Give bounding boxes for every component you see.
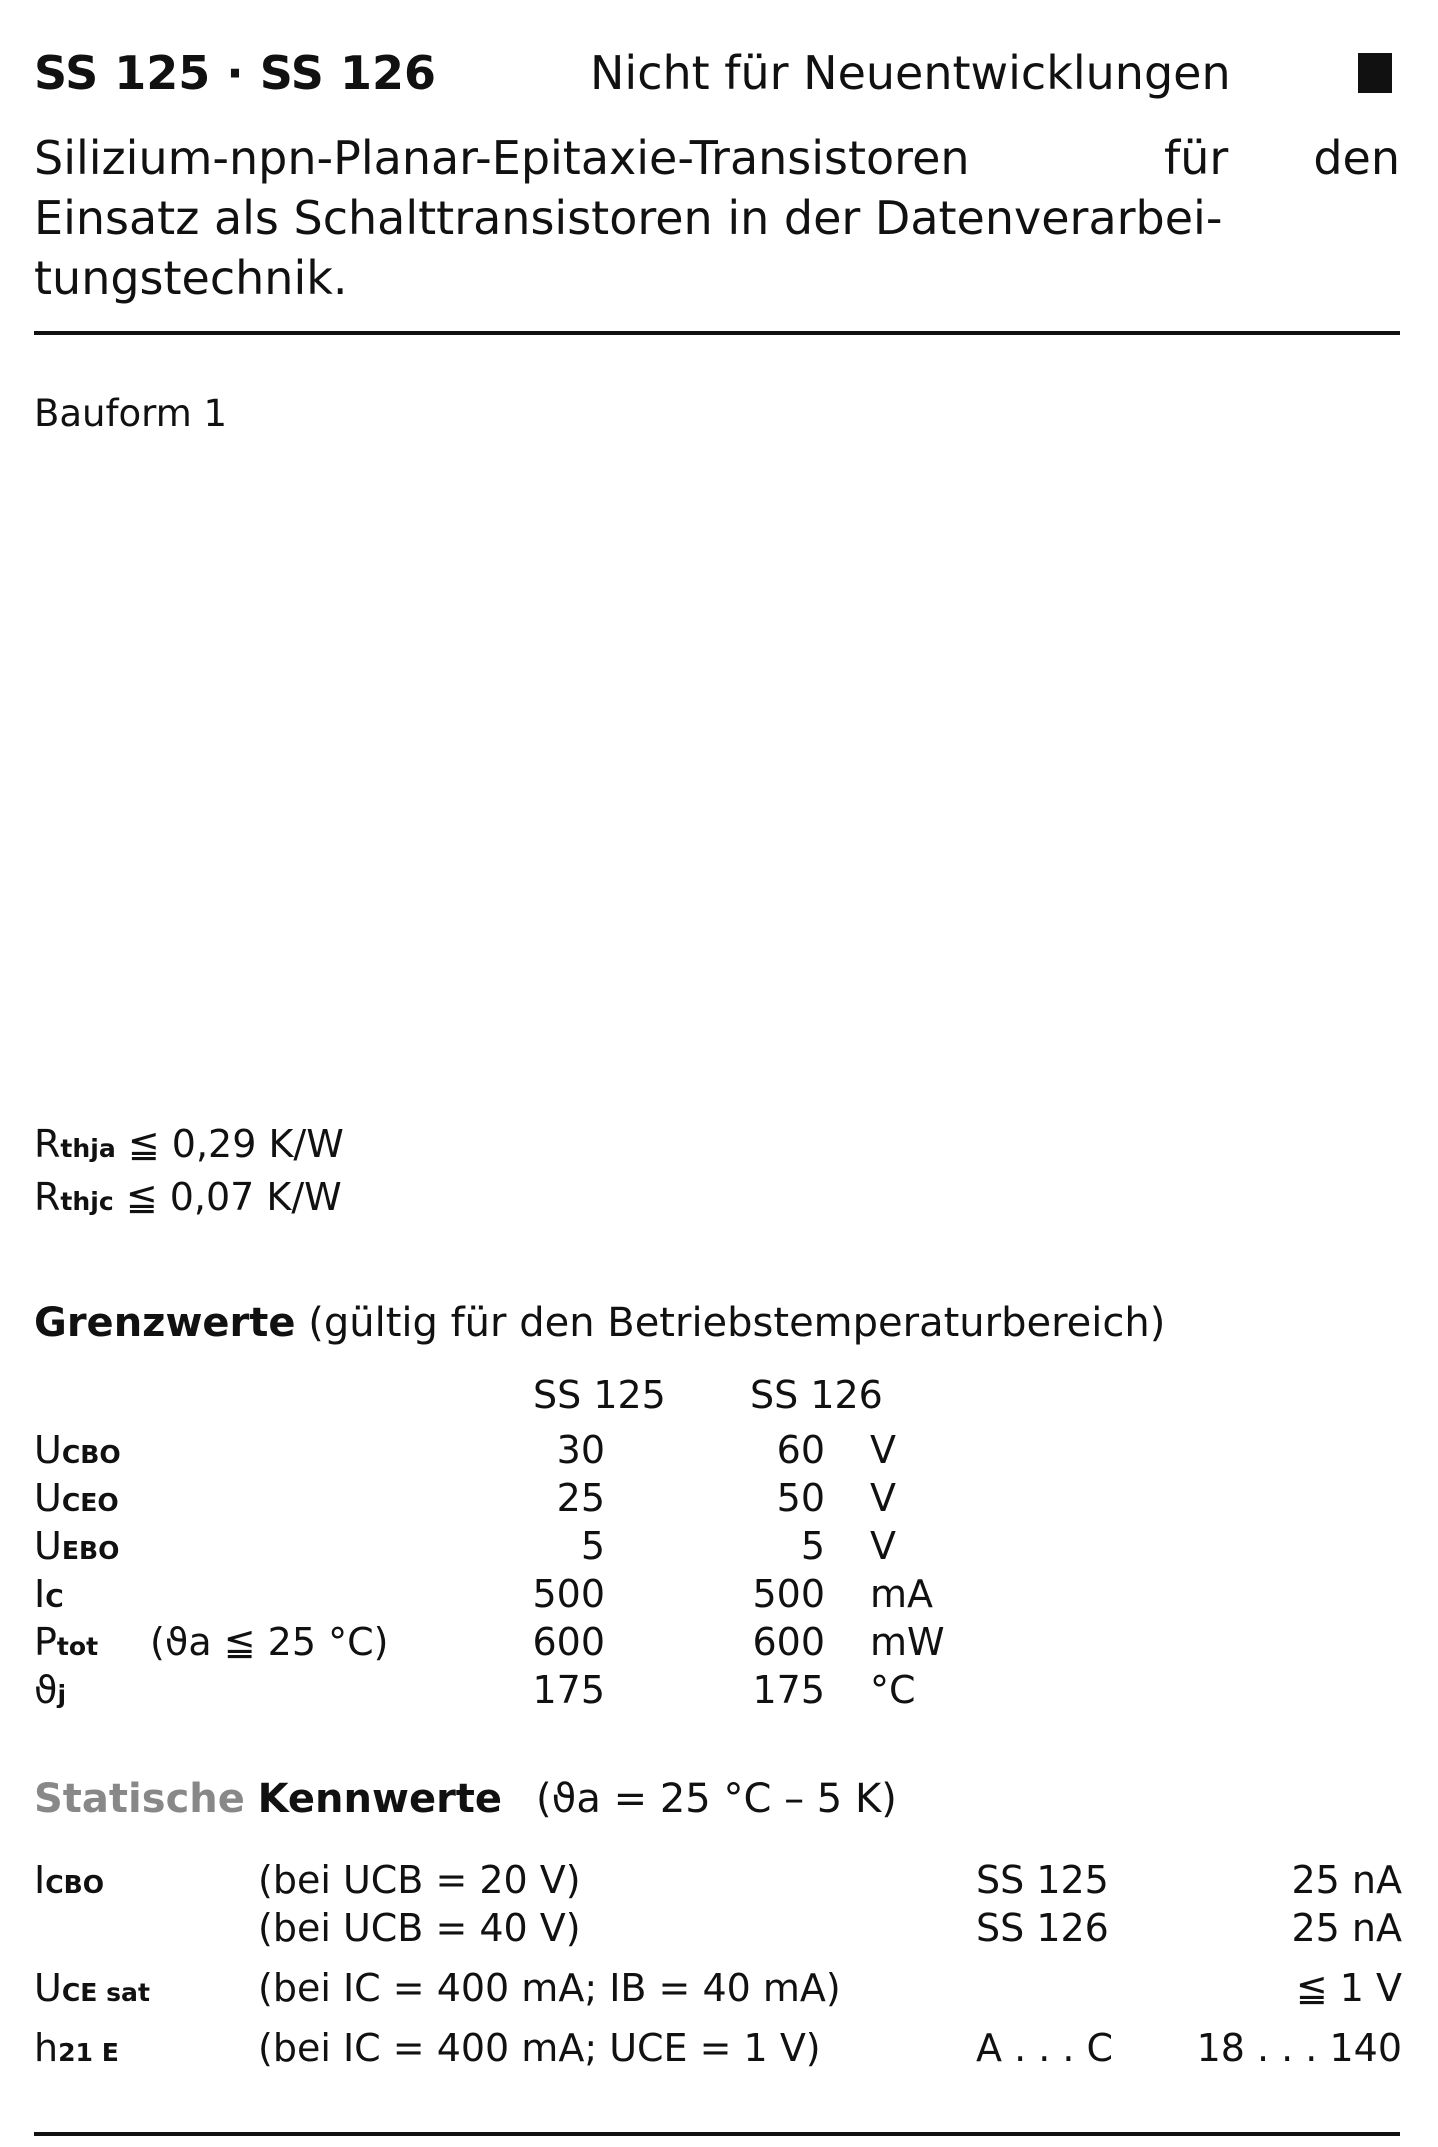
status-note: Nicht für Neuentwicklungen: [590, 46, 1231, 100]
static-heading: [34, 1776, 502, 1822]
limits-value-ss126: 500: [752, 1572, 825, 1616]
thermal-subscript: thja: [60, 1134, 116, 1163]
intro-word-fur: für: [1164, 131, 1229, 185]
limits-unit: V: [870, 1476, 896, 1520]
param-symbol: I: [34, 1572, 46, 1616]
limits-value-ss126: 5: [800, 1524, 825, 1568]
datasheet-title: SS 125 · SS 126: [34, 46, 436, 100]
static-condition: (bei IC = 400 mA; UCE = 1 V): [258, 2026, 821, 2070]
limits-heading: [34, 1300, 1165, 1346]
limits-value-ss125: 500: [532, 1572, 605, 1616]
limits-condition: (ϑa ≦ 25 °C): [150, 1620, 389, 1664]
static-type: SS 126: [976, 1906, 1109, 1950]
static-value: 18 . . . 140: [1196, 2026, 1402, 2070]
param-subscript: C: [45, 1584, 64, 1613]
param-subscript: j: [57, 1680, 67, 1709]
thermal-value: ≦ 0,07 K/W: [125, 1175, 342, 1219]
top-divider: [34, 331, 1400, 335]
param-symbol: U: [34, 1476, 62, 1520]
thermal-symbol: R: [34, 1175, 61, 1219]
limits-value-ss125: 600: [532, 1620, 605, 1664]
static-condition: (bei UCB = 40 V): [258, 1906, 581, 1950]
thermal-symbol: R: [34, 1122, 61, 1166]
thermal-row-jc: [34, 1175, 342, 1219]
thermal-subscript: thjc: [60, 1187, 114, 1216]
param-subscript: 21 E: [58, 2038, 119, 2067]
static-value: 25 nA: [1291, 1906, 1402, 1950]
limits-unit: V: [870, 1524, 896, 1568]
param-symbol: U: [34, 1966, 62, 2010]
param-subscript: CBO: [61, 1440, 121, 1469]
package-label: Bauform 1: [34, 392, 228, 435]
static-value: ≦ 1 V: [1295, 1966, 1402, 2010]
static-condition: (bei IC = 400 mA; IB = 40 mA): [258, 1966, 841, 2010]
bottom-divider: [34, 2132, 1400, 2136]
static-param: [34, 1966, 150, 2010]
limits-param: [34, 1524, 119, 1568]
limits-param: [34, 1476, 119, 1520]
limits-param: [34, 1668, 66, 1712]
limits-heading-note: (gültig für den Betriebstemperaturbereich): [308, 1300, 1166, 1346]
param-subscript: CE sat: [61, 1978, 150, 2007]
static-heading-condition: (ϑa = 25 °C – 5 K): [536, 1776, 897, 1822]
limits-heading-bold: Grenzwerte: [34, 1300, 296, 1346]
static-heading-bold: Kennwerte: [257, 1776, 503, 1822]
static-type: SS 125: [976, 1858, 1109, 1902]
intro-word-group: Silizium-npn-Planar-Epitaxie-Transistoren: [34, 131, 970, 185]
static-param: [34, 1858, 104, 1902]
limits-value-ss126: 175: [752, 1668, 825, 1712]
static-heading-faded: Statische: [34, 1776, 245, 1822]
limits-value-ss125: 5: [580, 1524, 605, 1568]
limits-param: [34, 1620, 98, 1664]
param-subscript: CEO: [61, 1488, 119, 1517]
thermal-row-ja: [34, 1122, 344, 1166]
static-condition: (bei UCB = 20 V): [258, 1858, 581, 1902]
black-square-marker: [1358, 53, 1392, 93]
param-subscript: tot: [56, 1632, 99, 1661]
limits-unit: mW: [870, 1620, 945, 1664]
param-symbol: U: [34, 1524, 62, 1568]
param-symbol: P: [34, 1620, 57, 1664]
limits-value-ss126: 60: [776, 1428, 825, 1472]
static-value: 25 nA: [1291, 1858, 1402, 1902]
param-subscript: CBO: [45, 1870, 105, 1899]
static-param: [34, 2026, 119, 2070]
limits-value-ss125: 175: [532, 1668, 605, 1712]
param-symbol: ϑ: [34, 1668, 58, 1712]
static-type: A . . . C: [976, 2026, 1114, 2070]
param-subscript: EBO: [61, 1536, 120, 1565]
param-symbol: U: [34, 1428, 62, 1472]
intro-line-1: [34, 130, 1400, 186]
intro-line-2: Einsatz als Schalttransistoren in der Datenverarbei-: [34, 191, 1223, 245]
param-symbol: I: [34, 1858, 46, 1902]
limits-unit: V: [870, 1428, 896, 1472]
limits-value-ss125: 30: [556, 1428, 605, 1472]
limits-param: [34, 1572, 64, 1616]
intro-word-den: den: [1313, 131, 1400, 185]
limits-value-ss125: 25: [556, 1476, 605, 1520]
limits-value-ss126: 50: [776, 1476, 825, 1520]
intro-line-3: tungstechnik.: [34, 251, 348, 305]
limits-param: [34, 1428, 121, 1472]
limits-unit: °C: [870, 1668, 916, 1712]
limits-value-ss126: 600: [752, 1620, 825, 1664]
limits-col-ss126: SS 126: [750, 1373, 883, 1417]
limits-col-ss125: SS 125: [533, 1373, 666, 1417]
limits-unit: mA: [870, 1572, 934, 1616]
param-symbol: h: [34, 2026, 59, 2070]
thermal-value: ≦ 0,29 K/W: [127, 1122, 344, 1166]
